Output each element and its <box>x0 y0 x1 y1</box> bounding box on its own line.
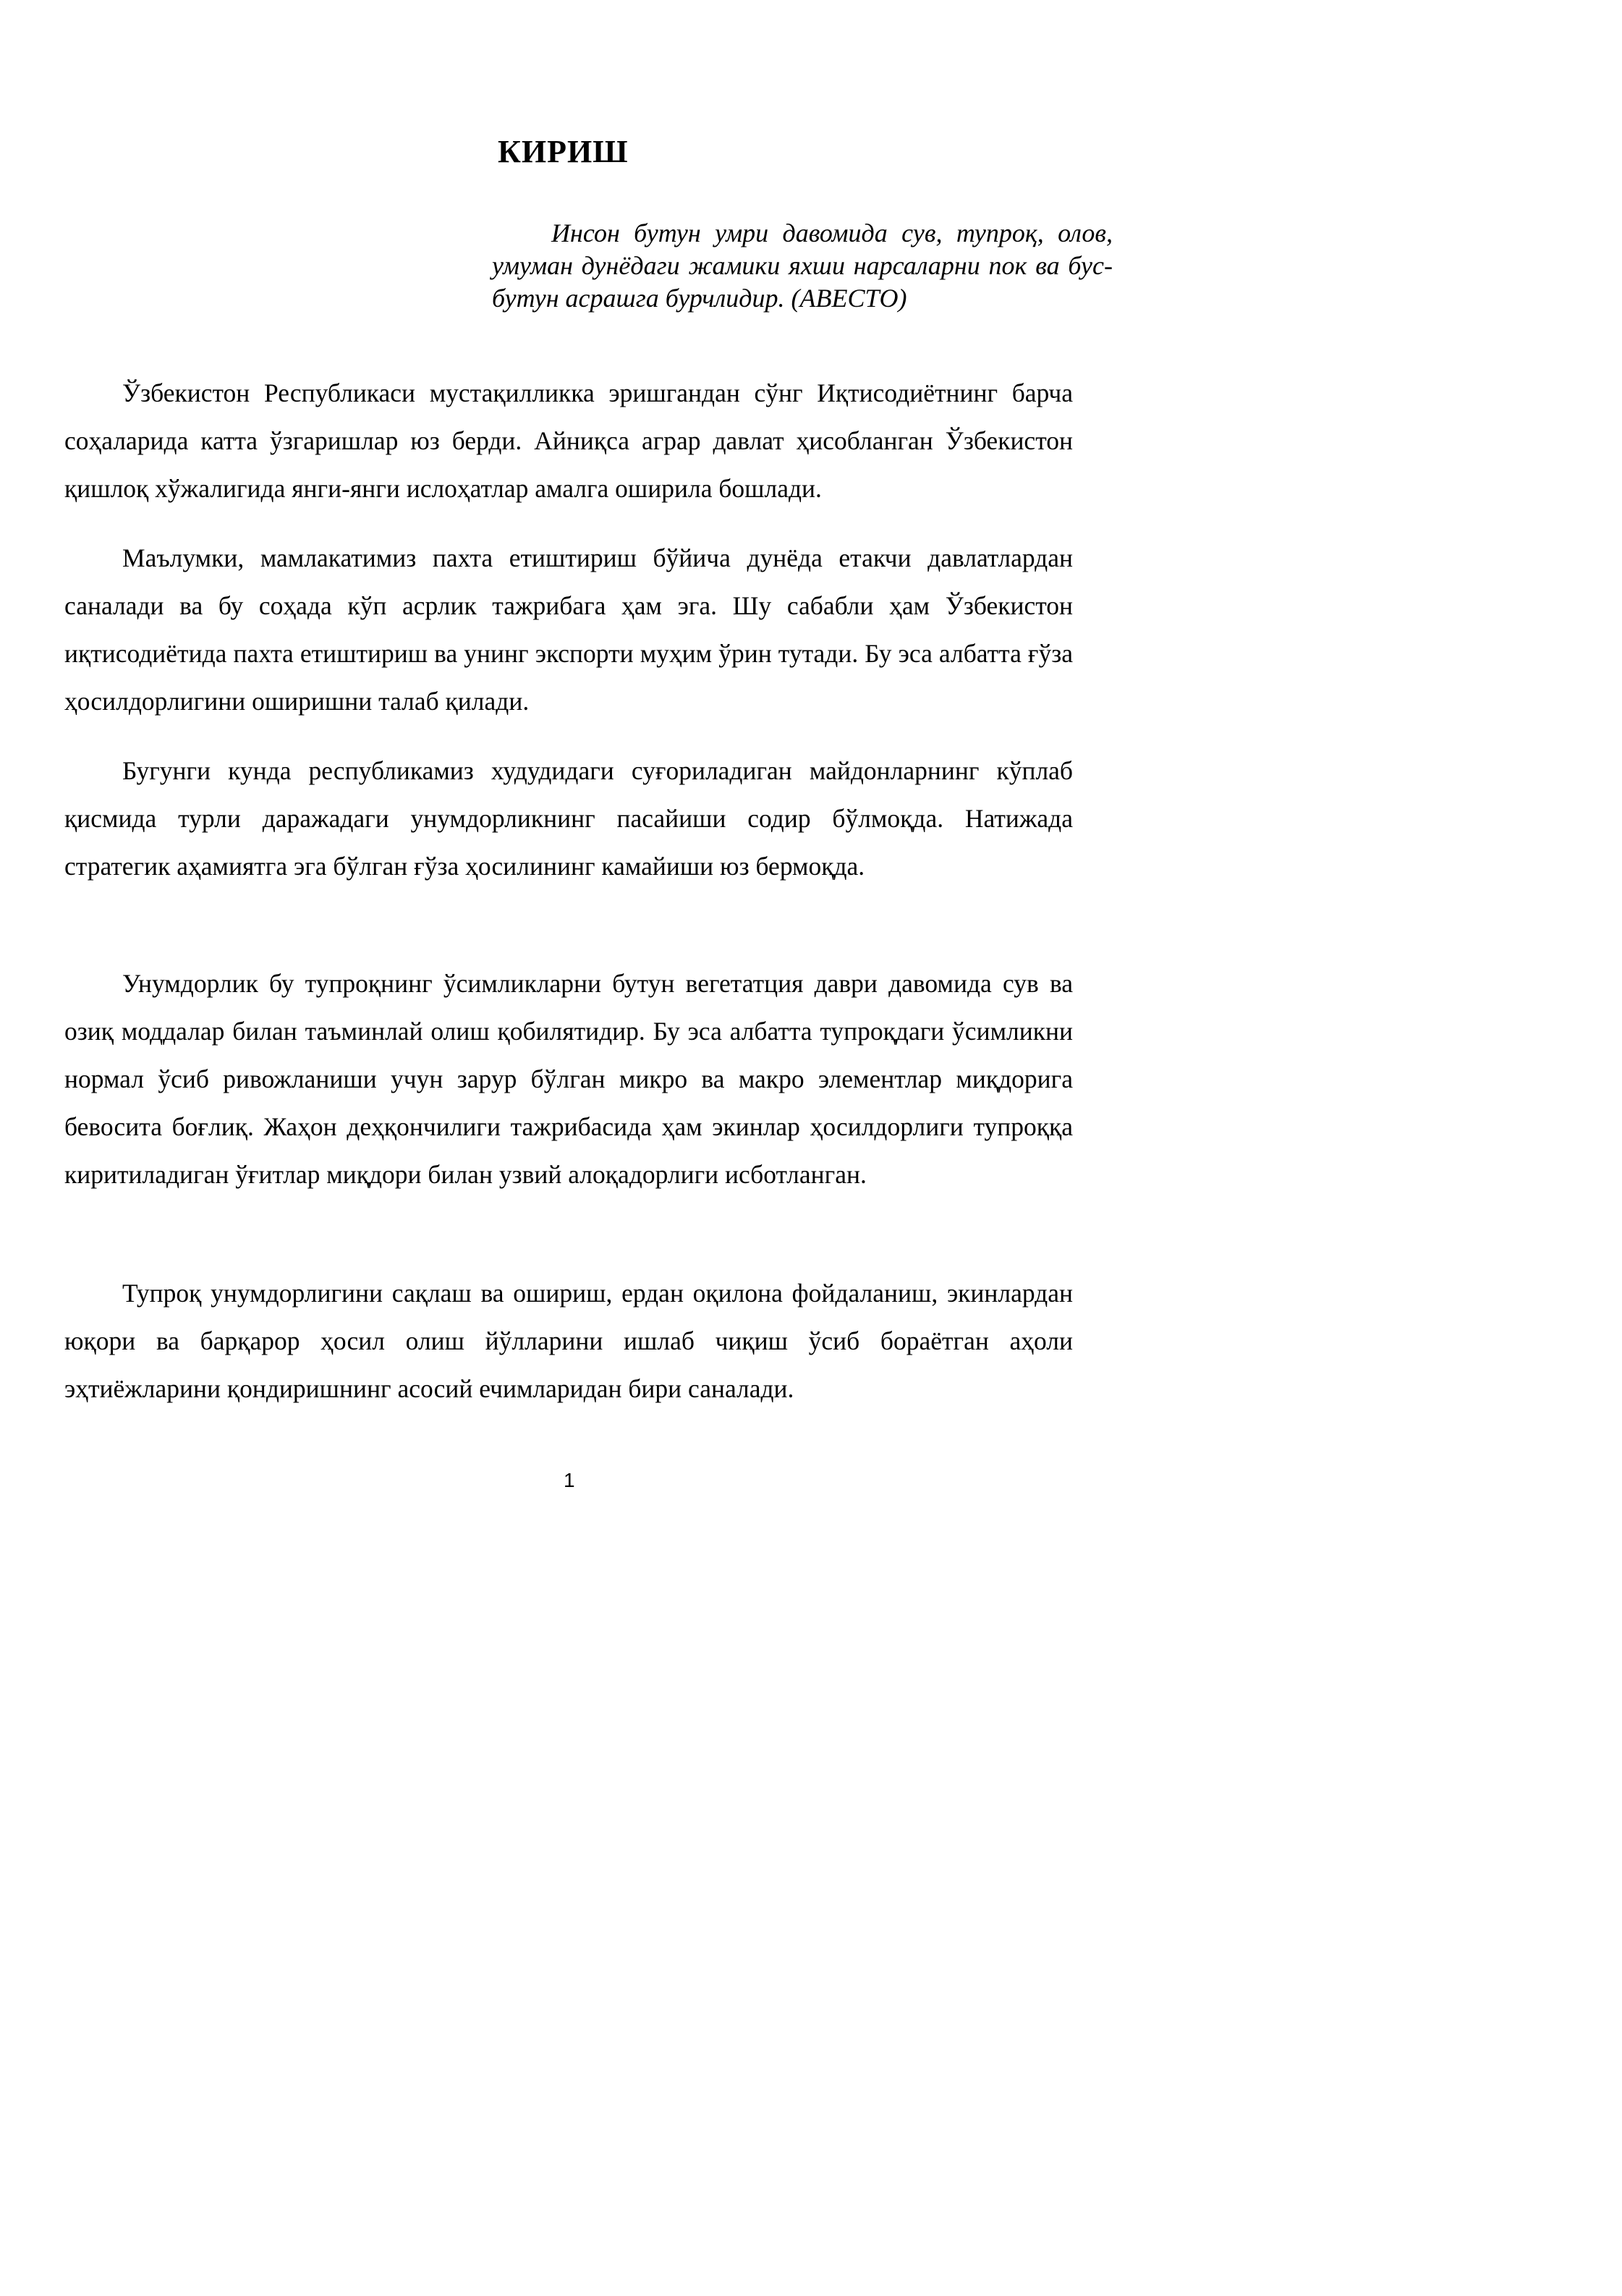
paragraph: Ўзбекистон Республикаси мустақилликка эришгандан сўнг Иқтисодиётнинг барча соҳаларида катта ўзгаришлар юз берди. Айниқса аграр давлат ҳисобланган Ўзбекистон қишлоқ хўжалигида янги-янги ислоҳатлар амалга оширила бошлади. <box>64 378 1073 503</box>
paragraph: Маълумки, мамлакатимиз пахта етиштириш бўйича дунёда етакчи давлатлардан саналади ва бу соҳада кўп асрлик тажрибага ҳам эга. Шу сабабли ҳам Ўзбекистон иқтисодиётида пахта етиштириш ва унинг экспорти муҳим ўрин тутади. Бу эса албатта ғўза ҳосилдорлигини оширишни талаб қилади. <box>64 543 1073 716</box>
paragraph: Унумдорлик бу тупроқнинг ўсимликларни бутун вегетатция даври давомида сув ва озиқ моддалар билан таъминлай олиш қобилятидир. Бу эса албатта тупроқдаги ўсимликни нормал ўсиб ривожланиши учун зарур бўлган микро ва макро элементлар миқдорига бевосита боғлиқ. Жаҳон деҳқончилиги тажрибасида ҳам экинлар ҳосилдорлиги тупроққа киритиладиган ўғитлар миқдори билан узвий алоқадорлиги исботланган. <box>64 969 1073 1189</box>
page-number: 1 <box>564 1469 575 1491</box>
page-title: КИРИШ <box>498 134 629 169</box>
paragraph: Бугунги кунда республикамиз худудидаги суғориладиган майдонларнинг кўплаб қисмида турли даражадаги унумдорликнинг пасайиши содир бўлмоқда. Натижада стратегик аҳамиятга эга бўлган ғўза ҳосилининг камайиши юз бермоқда. <box>64 756 1073 881</box>
epigraph-quote: Инсон бутун умри давомида сув, тупроқ, олов, умуман дунёдаги жамики яхши нарсаларни пок ва бус-бутун асрашга бурчлидир. (АВЕСТО) <box>492 219 1113 313</box>
paragraph: Тупроқ унумдорлигини сақлаш ва ошириш, ердан оқилона фойдаланиш, экинлардан юқори ва барқарор ҳосил олиш йўлларини ишлаб чиқиш ўсиб бораётган аҳоли эҳтиёжларини қондиришнинг асосий ечимларидан бири саналади. <box>64 1279 1073 1403</box>
